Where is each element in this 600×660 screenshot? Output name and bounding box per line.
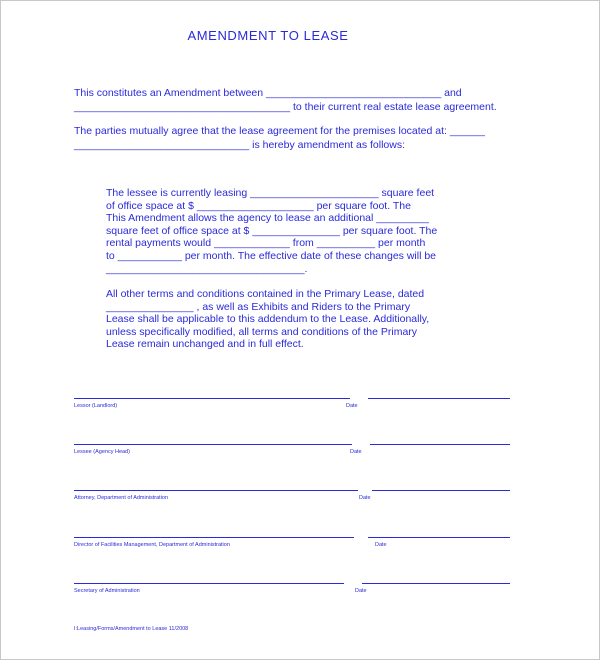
terms-line: rental payments would _____________ from __________ per month	[106, 237, 426, 250]
signature-line-lessee[interactable]	[74, 444, 352, 445]
date-line-secretary[interactable]	[362, 583, 510, 584]
terms-line: The lessee is currently leasing ______________________ square feet	[106, 187, 435, 199]
other-terms-paragraph	[106, 288, 476, 351]
terms-line: square feet of office space at $ _______________ per square foot. The	[106, 224, 438, 237]
signature-label-secretary: Secretary of Administration	[74, 588, 140, 594]
intro-line-2: _____________________________________ to their current real estate lease agreement.	[74, 101, 497, 113]
intro-line-1: This constitutes an Amendment between ______________________________ and	[74, 87, 462, 99]
terms-paragraph	[106, 187, 476, 275]
other-terms-line: unless specifically modified, all terms and conditions of the Primary	[106, 325, 418, 338]
agreement-paragraph	[74, 124, 544, 152]
terms-line: __________________________________.	[106, 262, 308, 275]
other-terms-line: Lease remain unchanged and in full effect.	[106, 338, 304, 351]
date-line-lessor[interactable]	[368, 398, 510, 399]
date-line-attorney[interactable]	[372, 490, 510, 491]
other-terms-line: Lease shall be applicable to this addendum to the Lease. Additionally,	[106, 313, 430, 326]
agreement-line-1: The parties mutually agree that the lease agreement for the premises located at: ______	[74, 125, 485, 137]
signature-label-lessor: Lessor (Landlord)	[74, 403, 118, 409]
signature-line-director[interactable]	[74, 537, 354, 538]
signature-label-director: Director of Facilities Management, Department of Administration	[74, 542, 230, 548]
other-terms-line: All other terms and conditions contained in the Primary Lease, dated	[106, 288, 425, 300]
signature-line-secretary[interactable]	[74, 583, 344, 584]
date-label-director: Date	[375, 542, 387, 548]
signature-line-attorney[interactable]	[74, 490, 358, 491]
date-line-director[interactable]	[368, 537, 510, 538]
terms-line: of office space at $ ____________________ per square foot. The	[106, 199, 411, 212]
other-terms-line: _______________ , as well as Exhibits and Riders to the Primary	[106, 300, 411, 313]
date-label-lessor: Date	[346, 403, 358, 409]
signature-label-lessee: Lessee (Agency Head)	[74, 449, 130, 455]
terms-line: to ___________ per month. The effective date of these changes will be	[106, 249, 437, 262]
date-line-lessee[interactable]	[370, 444, 510, 445]
intro-paragraph	[74, 86, 544, 114]
signature-line-lessor[interactable]	[74, 398, 350, 399]
signature-label-attorney: Attorney, Department of Administration	[74, 495, 169, 501]
date-label-secretary: Date	[355, 588, 367, 594]
date-label-lessee: Date	[350, 449, 362, 455]
document-title: AMENDMENT TO LEASE	[187, 28, 349, 43]
date-label-attorney: Date	[359, 495, 371, 501]
terms-line: This Amendment allows the agency to lease an additional _________	[106, 212, 429, 225]
file-path-footer: I:Leasing/Forms/Amendment to Lease 11/2008	[74, 626, 189, 632]
agreement-line-2: ______________________________ is hereby amendment as follows:	[74, 139, 406, 151]
